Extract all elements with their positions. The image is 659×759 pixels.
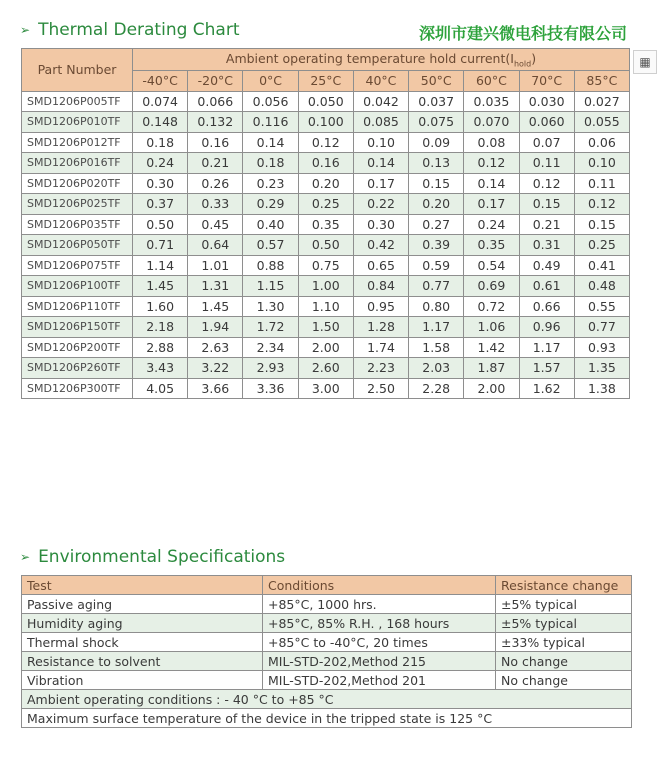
table-row — [22, 91, 630, 112]
current-value-cell: 0.72 — [464, 296, 519, 317]
current-value-cell: 0.40 — [243, 214, 298, 235]
current-value-cell: 1.42 — [464, 337, 519, 358]
current-value-cell: 0.15 — [519, 194, 574, 215]
table-row — [22, 296, 630, 317]
current-value-cell: 0.11 — [574, 173, 629, 194]
current-value-cell: 0.25 — [574, 235, 629, 256]
part-number-cell: SMD1206P075TF — [22, 255, 133, 276]
table-row — [22, 255, 630, 276]
current-value-cell: 1.57 — [519, 358, 574, 379]
current-value-cell: 0.027 — [574, 91, 629, 112]
current-value-cell: 0.35 — [464, 235, 519, 256]
temp-header: -40°C — [133, 71, 188, 92]
current-value-cell: 0.037 — [409, 91, 464, 112]
current-value-cell: 1.06 — [464, 317, 519, 338]
current-value-cell: 1.94 — [188, 317, 243, 338]
part-number-cell: SMD1206P035TF — [22, 214, 133, 235]
current-value-cell: 0.074 — [133, 91, 188, 112]
current-value-cell: 0.30 — [353, 214, 408, 235]
current-value-cell: 3.66 — [188, 378, 243, 399]
table-row — [22, 337, 630, 358]
current-value-cell: 0.18 — [133, 132, 188, 153]
current-value-cell: 1.72 — [243, 317, 298, 338]
current-value-cell: 2.50 — [353, 378, 408, 399]
current-value-cell: 0.96 — [519, 317, 574, 338]
current-value-cell: 0.20 — [298, 173, 353, 194]
current-value-cell: 0.45 — [188, 214, 243, 235]
current-value-cell: 1.00 — [298, 276, 353, 297]
current-value-cell: 0.100 — [298, 112, 353, 133]
current-value-cell: 0.030 — [519, 91, 574, 112]
derating-title: Thermal Derating Chart — [38, 20, 240, 40]
current-value-cell: 2.88 — [133, 337, 188, 358]
current-value-cell: 0.132 — [188, 112, 243, 133]
env-cell: No change — [496, 652, 632, 671]
current-value-cell: 3.00 — [298, 378, 353, 399]
current-value-cell: 0.37 — [133, 194, 188, 215]
table-row — [22, 153, 630, 174]
current-value-cell: 1.35 — [574, 358, 629, 379]
current-value-cell: 1.45 — [188, 296, 243, 317]
env-cell: +85°C, 85% R.H. , 168 hours — [263, 614, 496, 633]
current-value-cell: 4.05 — [133, 378, 188, 399]
current-value-cell: 0.16 — [298, 153, 353, 174]
current-value-cell: 3.22 — [188, 358, 243, 379]
current-value-cell: 3.36 — [243, 378, 298, 399]
current-value-cell: 0.116 — [243, 112, 298, 133]
part-number-cell: SMD1206P100TF — [22, 276, 133, 297]
current-value-cell: 0.10 — [574, 153, 629, 174]
table-row — [22, 235, 630, 256]
current-value-cell: 0.57 — [243, 235, 298, 256]
current-value-cell: 0.07 — [519, 132, 574, 153]
table-row — [22, 671, 632, 690]
env-cell: Humidity aging — [22, 614, 263, 633]
table-row — [22, 317, 630, 338]
current-value-cell: 0.80 — [409, 296, 464, 317]
current-value-cell: 0.88 — [243, 255, 298, 276]
current-value-cell: 0.77 — [574, 317, 629, 338]
current-value-cell: 2.00 — [298, 337, 353, 358]
part-number-cell: SMD1206P260TF — [22, 358, 133, 379]
table-row — [22, 614, 632, 633]
current-value-cell: 0.48 — [574, 276, 629, 297]
table-row — [22, 378, 630, 399]
current-value-cell: 0.09 — [409, 132, 464, 153]
part-number-cell: SMD1206P300TF — [22, 378, 133, 399]
table-row — [22, 194, 630, 215]
current-value-cell: 1.10 — [298, 296, 353, 317]
current-value-cell: 0.12 — [519, 173, 574, 194]
current-value-cell: 0.18 — [243, 153, 298, 174]
current-value-cell: 0.50 — [133, 214, 188, 235]
current-value-cell: 1.31 — [188, 276, 243, 297]
part-number-cell: SMD1206P110TF — [22, 296, 133, 317]
table-row — [22, 214, 630, 235]
current-value-cell: 0.64 — [188, 235, 243, 256]
current-value-cell: 0.042 — [353, 91, 408, 112]
current-value-cell: 0.075 — [409, 112, 464, 133]
temp-header: 25°C — [298, 71, 353, 92]
current-value-cell: 1.45 — [133, 276, 188, 297]
environment-title: Environmental Specifications — [38, 547, 286, 567]
current-value-cell: 1.87 — [464, 358, 519, 379]
current-value-cell: 0.33 — [188, 194, 243, 215]
table-row — [22, 112, 630, 133]
current-value-cell: 0.148 — [133, 112, 188, 133]
part-number-cell: SMD1206P150TF — [22, 317, 133, 338]
current-value-cell: 0.59 — [409, 255, 464, 276]
env-cell: MIL-STD-202,Method 201 — [263, 671, 496, 690]
current-value-cell: 0.24 — [133, 153, 188, 174]
current-value-cell: 2.03 — [409, 358, 464, 379]
current-value-cell: 1.01 — [188, 255, 243, 276]
part-number-cell: SMD1206P010TF — [22, 112, 133, 133]
part-number-cell: SMD1206P020TF — [22, 173, 133, 194]
current-value-cell: 0.49 — [519, 255, 574, 276]
table-row — [22, 132, 630, 153]
env-cell: ±5% typical — [496, 614, 632, 633]
current-value-cell: 0.23 — [243, 173, 298, 194]
current-value-cell: 0.14 — [353, 153, 408, 174]
table-row — [22, 173, 630, 194]
current-value-cell: 0.54 — [464, 255, 519, 276]
current-value-cell: 1.17 — [519, 337, 574, 358]
current-value-cell: 1.60 — [133, 296, 188, 317]
current-value-cell: 0.50 — [298, 235, 353, 256]
current-value-cell: 0.20 — [409, 194, 464, 215]
note-cell: Ambient operating conditions : - 40 °C to +85 °C — [22, 690, 632, 709]
env-cell: ±5% typical — [496, 595, 632, 614]
derating-table — [21, 48, 630, 399]
current-value-cell: 1.30 — [243, 296, 298, 317]
note-row — [22, 709, 632, 728]
temp-header: 70°C — [519, 71, 574, 92]
current-value-cell: 0.060 — [519, 112, 574, 133]
part-number-cell: SMD1206P025TF — [22, 194, 133, 215]
company-name: 深圳市建兴微电科技有限公司 — [418, 24, 627, 43]
temp-header: -20°C — [188, 71, 243, 92]
current-value-cell: 0.12 — [464, 153, 519, 174]
current-value-cell: 0.17 — [464, 194, 519, 215]
current-value-cell: 0.66 — [519, 296, 574, 317]
current-value-cell: 1.14 — [133, 255, 188, 276]
environment-section-title — [20, 547, 285, 567]
current-value-cell: 0.050 — [298, 91, 353, 112]
env-cell: Resistance to solvent — [22, 652, 263, 671]
part-number-cell: SMD1206P050TF — [22, 235, 133, 256]
current-value-cell: 2.34 — [243, 337, 298, 358]
env-cell: Passive aging — [22, 595, 263, 614]
current-value-cell: 0.39 — [409, 235, 464, 256]
current-value-cell: 0.035 — [464, 91, 519, 112]
current-value-cell: 2.93 — [243, 358, 298, 379]
current-value-cell: 1.58 — [409, 337, 464, 358]
table-row — [22, 276, 630, 297]
env-header-cell: Resistance change — [496, 576, 632, 595]
current-value-cell: 0.055 — [574, 112, 629, 133]
current-value-cell: 0.30 — [133, 173, 188, 194]
temp-header: 40°C — [353, 71, 408, 92]
grid-icon[interactable]: ▦ — [633, 50, 657, 74]
temp-header: 85°C — [574, 71, 629, 92]
current-value-cell: 0.085 — [353, 112, 408, 133]
current-value-cell: 0.10 — [353, 132, 408, 153]
current-value-cell: 0.69 — [464, 276, 519, 297]
temp-header: 0°C — [243, 71, 298, 92]
current-value-cell: 0.17 — [353, 173, 408, 194]
current-value-cell: 0.14 — [464, 173, 519, 194]
current-value-cell: 0.77 — [409, 276, 464, 297]
current-value-cell: 1.50 — [298, 317, 353, 338]
table-row — [22, 358, 630, 379]
current-value-cell: 0.21 — [519, 214, 574, 235]
current-value-cell: 0.08 — [464, 132, 519, 153]
part-number-cell: SMD1206P200TF — [22, 337, 133, 358]
arrow-icon: ➢ — [20, 550, 31, 564]
table-row — [22, 652, 632, 671]
env-header-cell: Conditions — [263, 576, 496, 595]
current-value-cell: 0.42 — [353, 235, 408, 256]
current-value-cell: 0.15 — [574, 214, 629, 235]
env-cell: ±33% typical — [496, 633, 632, 652]
current-value-cell: 2.63 — [188, 337, 243, 358]
current-value-cell: 0.12 — [574, 194, 629, 215]
current-value-cell: 0.27 — [409, 214, 464, 235]
part-number-cell: SMD1206P005TF — [22, 91, 133, 112]
current-value-cell: 0.41 — [574, 255, 629, 276]
current-value-cell: 0.12 — [298, 132, 353, 153]
current-value-cell: 0.93 — [574, 337, 629, 358]
current-value-cell: 1.28 — [353, 317, 408, 338]
env-cell: Vibration — [22, 671, 263, 690]
current-value-cell: 1.38 — [574, 378, 629, 399]
current-value-cell: 0.25 — [298, 194, 353, 215]
current-value-cell: 3.43 — [133, 358, 188, 379]
env-cell: +85°C, 1000 hrs. — [263, 595, 496, 614]
current-value-cell: 0.14 — [243, 132, 298, 153]
current-value-cell: 0.15 — [409, 173, 464, 194]
current-value-cell: 0.21 — [188, 153, 243, 174]
current-value-cell: 0.06 — [574, 132, 629, 153]
current-value-cell: 0.26 — [188, 173, 243, 194]
arrow-icon: ➢ — [20, 23, 31, 37]
current-value-cell: 0.24 — [464, 214, 519, 235]
current-value-cell: 1.62 — [519, 378, 574, 399]
current-header: Ambient operating temperature hold $current(I_{hold})$ — [133, 49, 630, 71]
current-value-cell: 0.75 — [298, 255, 353, 276]
current-value-cell: 0.65 — [353, 255, 408, 276]
current-value-cell: 1.17 — [409, 317, 464, 338]
current-value-cell: 2.60 — [298, 358, 353, 379]
current-value-cell: 0.070 — [464, 112, 519, 133]
env-cell: No change — [496, 671, 632, 690]
current-value-cell: 0.71 — [133, 235, 188, 256]
table-row — [22, 595, 632, 614]
environment-table — [21, 575, 632, 728]
current-value-cell: 1.15 — [243, 276, 298, 297]
current-value-cell: 2.28 — [409, 378, 464, 399]
current-value-cell: 0.61 — [519, 276, 574, 297]
current-value-cell: 0.11 — [519, 153, 574, 174]
env-cell: Thermal shock — [22, 633, 263, 652]
current-value-cell: 0.056 — [243, 91, 298, 112]
part-number-cell: SMD1206P012TF — [22, 132, 133, 153]
current-value-cell: 0.31 — [519, 235, 574, 256]
current-value-cell: 0.84 — [353, 276, 408, 297]
current-value-cell: 0.29 — [243, 194, 298, 215]
note-cell: Maximum surface temperature of the device in the tripped state is 125 °C — [22, 709, 632, 728]
part-number-cell: SMD1206P016TF — [22, 153, 133, 174]
current-value-cell: 0.16 — [188, 132, 243, 153]
current-value-cell: 2.18 — [133, 317, 188, 338]
current-value-cell: 0.95 — [353, 296, 408, 317]
env-cell: MIL-STD-202,Method 215 — [263, 652, 496, 671]
temp-header: 50°C — [409, 71, 464, 92]
env-header-cell: Test — [22, 576, 263, 595]
table-row — [22, 633, 632, 652]
derating-section-title — [20, 20, 240, 40]
current-value-cell: 0.35 — [298, 214, 353, 235]
temp-header: 60°C — [464, 71, 519, 92]
part-number-header: Part Number — [22, 49, 133, 92]
env-cell: +85°C to -40°C, 20 times — [263, 633, 496, 652]
current-value-cell: 0.13 — [409, 153, 464, 174]
current-value-cell: 0.066 — [188, 91, 243, 112]
current-value-cell: 0.22 — [353, 194, 408, 215]
note-row — [22, 690, 632, 709]
current-value-cell: 1.74 — [353, 337, 408, 358]
current-value-cell: 2.23 — [353, 358, 408, 379]
current-value-cell: 0.55 — [574, 296, 629, 317]
current-value-cell: 2.00 — [464, 378, 519, 399]
